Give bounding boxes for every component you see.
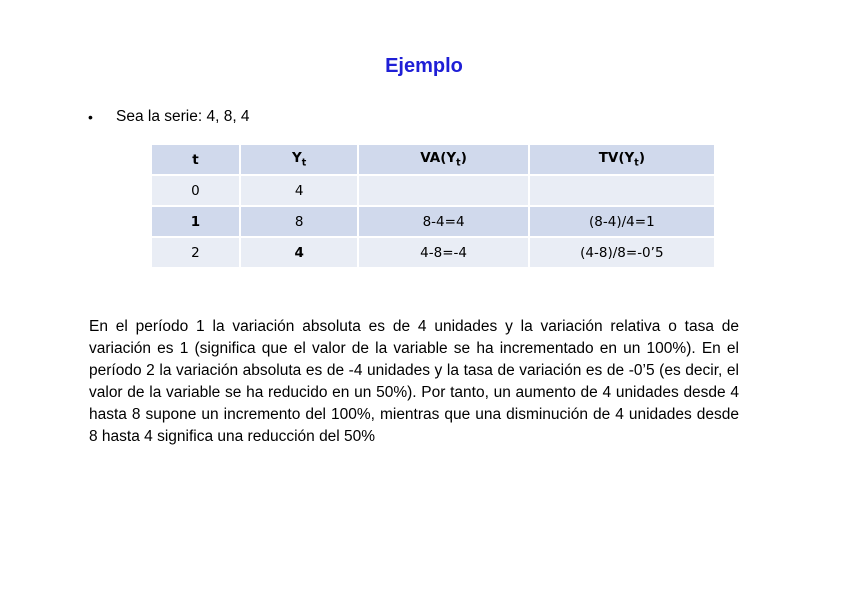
header-t: t xyxy=(152,145,240,175)
table-row xyxy=(152,206,714,237)
cell-t: 0 xyxy=(152,175,240,206)
page-title: Ejemplo xyxy=(385,55,463,77)
series-table xyxy=(152,145,714,269)
table-row xyxy=(152,237,714,268)
cell-y: 8 xyxy=(240,206,359,237)
header-tv-base: TV(Y xyxy=(598,150,635,167)
header-tv xyxy=(529,145,714,175)
bullet-marker: • xyxy=(88,109,93,125)
header-tv-close: ) xyxy=(638,150,645,167)
header-tv-sub: t xyxy=(634,157,639,169)
cell-t: 1 xyxy=(152,206,240,237)
cell-va xyxy=(358,175,528,206)
header-y xyxy=(240,145,359,175)
table-header-row xyxy=(152,145,714,175)
header-y-base: Y xyxy=(292,150,302,167)
header-va-close: ) xyxy=(460,150,467,167)
cell-va: 4-8=-4 xyxy=(358,237,528,268)
cell-y: 4 xyxy=(240,175,359,206)
header-va-sub: t xyxy=(456,157,461,169)
header-va xyxy=(358,145,528,175)
header-y-sub: t xyxy=(301,157,307,169)
bullet-item xyxy=(88,108,250,126)
cell-t: 2 xyxy=(152,237,240,268)
cell-y: 4 xyxy=(240,237,359,268)
header-va-base: VA(Y xyxy=(420,150,457,167)
explanation-paragraph: En el período 1 la variación absoluta es de 4 unidades y la variación relativa o tasa de variación es 1 (significa que el valor de la variable se ha incrementado en un 100%). En el período 2 la variación absoluta es de -4 unidades y la tasa de variación es de -0’5 (es decir, el valor de la variable se ha reducido en un 50%). Por tanto, un aumento de 4 unidades desde 4 hasta 8 supone un incremento del 100%, mientras que una disminución de 4 unidades desde 8 hasta 4 significa una reducción del 50% xyxy=(89,318,739,445)
cell-tv xyxy=(529,175,714,206)
cell-tv: (8-4)/4=1 xyxy=(529,206,714,237)
cell-va: 8-4=4 xyxy=(358,206,528,237)
cell-tv: (4-8)/8=-0’5 xyxy=(529,237,714,268)
bullet-text: Sea la serie: 4, 8, 4 xyxy=(116,108,250,125)
table-row xyxy=(152,175,714,206)
